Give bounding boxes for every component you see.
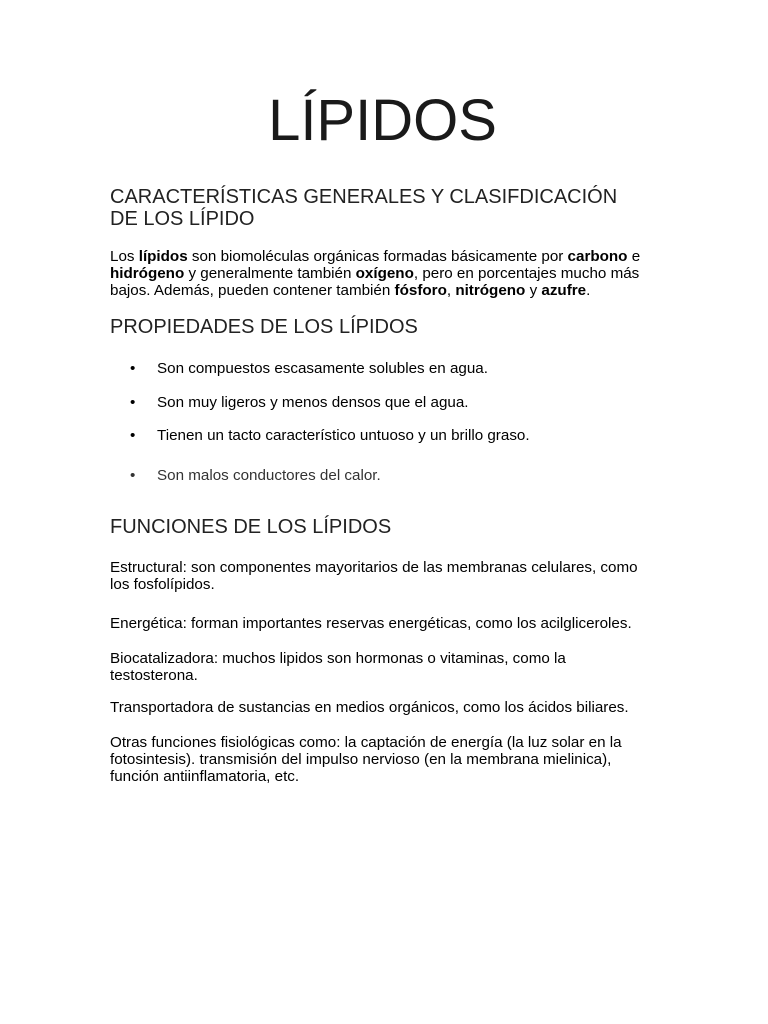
bullet-icon: • [130, 427, 136, 444]
function-paragraph: Otras funciones fisiológicas como: la captación de energía (la luz solar en la fotosintesis). transmisión del impulso nervioso (en la membrana mielinica), función antiinflamatoria, etc. [110, 734, 622, 785]
section-heading-functions: FUNCIONES DE LOS LÍPIDOS [110, 516, 392, 538]
list-item-text: Son muy ligeros y menos densos que el agua. [157, 394, 469, 411]
function-paragraph: Transportadora de sustancias en medios orgánicos, como los ácidos biliares. [110, 699, 629, 716]
function-paragraph: Energética: forman importantes reservas energéticas, como los acilgliceroles. [110, 615, 632, 632]
section-heading-properties: PROPIEDADES DE LOS LÍPIDOS [110, 316, 418, 338]
function-paragraph: Biocatalizadora: muchos lipidos son hormonas o vitaminas, como la testosterona. [110, 650, 566, 684]
section-heading-general-line1: CARACTERÍSTICAS GENERALES Y CLASIFDICACIÓN [110, 186, 618, 208]
list-item-text: Son malos conductores del calor. [157, 467, 381, 484]
bullet-icon: • [130, 467, 136, 484]
section-heading-general-line2: DE LOS LÍPIDO [110, 208, 255, 230]
bullet-icon: • [130, 394, 136, 411]
section-heading-general [110, 186, 655, 230]
function-paragraph: Estructural: son componentes mayoritarios de las membranas celulares, como los fosfolípidos. [110, 559, 638, 593]
general-paragraph: Los lípidos son biomoléculas orgánicas formadas básicamente por carbono e hidrógeno y generalmente también oxígeno, pero en porcentajes mucho más bajos. Además, pueden contener también fósforo, nitrógeno y azufre. [110, 248, 641, 299]
page-title: LÍPIDOS [268, 88, 497, 153]
list-item-text: Tienen un tacto característico untuoso y un brillo graso. [157, 427, 530, 444]
list-item-text: Son compuestos escasamente solubles en agua. [157, 360, 488, 377]
bullet-icon: • [130, 360, 136, 377]
